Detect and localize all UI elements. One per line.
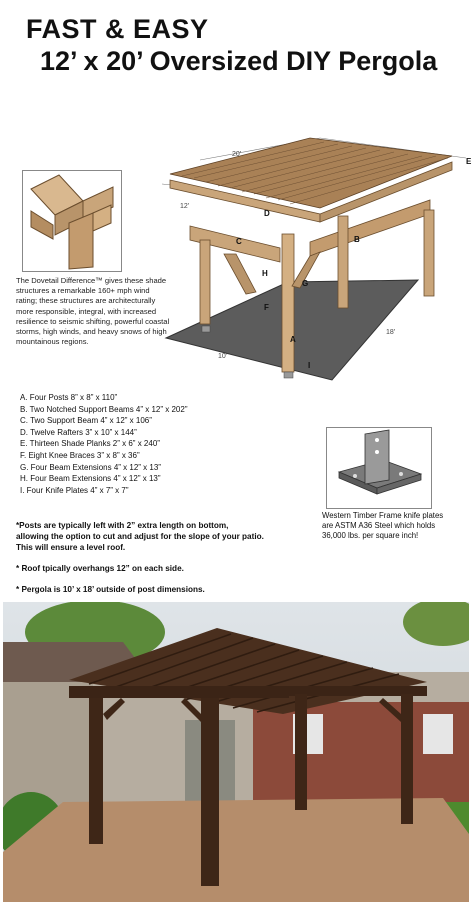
note-pergola-size: * Pergola is 10’ x 18’ outside of post dimensions.	[16, 585, 205, 594]
knife-plate-inset	[326, 427, 432, 509]
post-mid	[338, 216, 348, 308]
post-back-right	[424, 210, 434, 296]
label-b: B	[354, 235, 360, 244]
dovetail-joint-illustration	[23, 171, 121, 271]
pergola-photo-illustration	[3, 602, 469, 902]
knife-plate	[284, 372, 293, 378]
parts-item: F. Eight Knee Braces 3” x 8” x 36”	[20, 450, 140, 460]
parts-item: E. Thirteen Shade Planks 2” x 6” x 240”	[20, 439, 160, 449]
notes-block	[16, 520, 316, 595]
title-line-1: FAST & EASY	[26, 14, 209, 44]
label-c: C	[236, 237, 242, 246]
parts-list	[20, 392, 250, 496]
label-f: F	[264, 303, 269, 312]
parts-item: H. Four Beam Extensions 4” x 12” x 13”	[20, 474, 161, 484]
note-roof: * Roof tpically overhangs 12” on each side.	[16, 564, 184, 573]
post-front-a	[282, 234, 294, 372]
parts-item: I. Four Knife Plates 4” x 7” x 7”	[20, 485, 129, 495]
dim-side: 12'	[180, 203, 190, 210]
pergola-photo	[3, 602, 469, 902]
knife-plate-illustration	[327, 428, 431, 508]
title-line-2: 12’ x 20’ Oversized DIY Pergola	[40, 46, 438, 76]
note-posts-3: This will ensure a level roof.	[16, 543, 126, 552]
parts-item: A. Four Posts 8” x 8” x 110”	[20, 393, 118, 402]
label-a: A	[290, 335, 296, 344]
parts-item: B. Two Notched Support Beams 4” x 12” x 202”	[20, 404, 188, 414]
dim-floor-w: 18'	[386, 329, 396, 336]
parts-item: G. Four Beam Extensions 4” x 12” x 13”	[20, 462, 161, 472]
label-d: D	[264, 209, 270, 218]
label-i: I	[308, 361, 311, 370]
post-back-left	[200, 240, 210, 324]
dim-floor-d: 10'	[218, 353, 228, 360]
note-posts-2: allowing the option to cut and adjust for the slope of your patio.	[16, 532, 264, 541]
knee-brace-f	[224, 254, 256, 294]
note-posts-1: *Posts are typically left with 2” extra length on bottom,	[16, 521, 229, 530]
label-e: E	[466, 157, 472, 166]
label-h: H	[262, 269, 268, 278]
parts-item: D. Twelve Rafters 3” x 10” x 144”	[20, 427, 137, 437]
dovetail-joint-inset	[22, 170, 122, 272]
knife-plate	[202, 326, 210, 332]
notched-beam-b	[310, 200, 430, 256]
dim-top: 20'	[232, 151, 242, 158]
label-g: G	[302, 279, 309, 288]
parts-item: C. Two Support Beam 4” x 12” x 106”	[20, 416, 152, 426]
pergola-exploded-diagram	[160, 130, 472, 390]
dovetail-description: The Dovetail Difference™ gives these shade structures a remarkable 160+ mph wind rating; these structures are architecturally more responsible, integral, with increased resilience to seismic shifting, powerful coastal storms, high winds, and heavy snows of high mountainous regions.	[16, 276, 170, 347]
knife-plate-caption: Western Timber Frame knife plates are ASTM A36 Steel which holds 36,000 lbs. per square inch!	[322, 511, 444, 540]
